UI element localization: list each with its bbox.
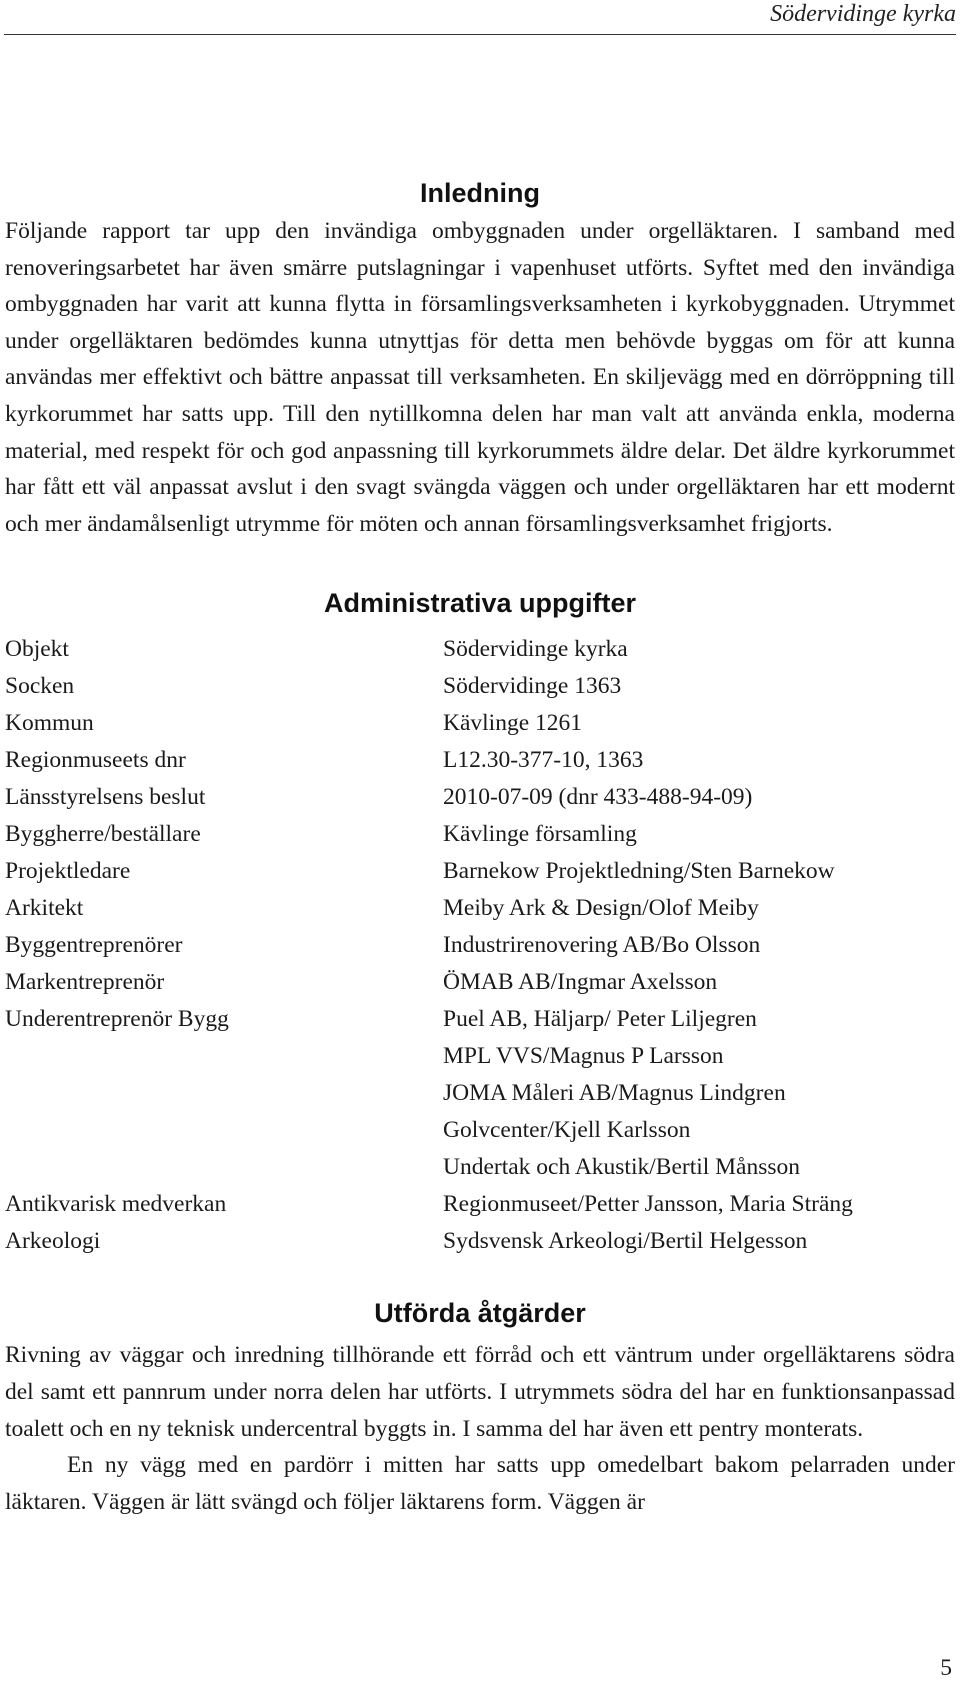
admin-table <box>5 631 955 1260</box>
admin-row-value: Industrirenovering AB/Bo Olsson <box>443 932 761 959</box>
actions-heading: Utförda åtgärder <box>374 1298 586 1329</box>
admin-row-value: 2010-07-09 (dnr 433-488-94-09) <box>443 784 753 811</box>
admin-row <box>5 1112 955 1149</box>
admin-row-value: Meiby Ark & Design/Olof Meiby <box>443 895 759 922</box>
admin-row-value: ÖMAB AB/Ingmar Axelsson <box>443 969 718 996</box>
admin-row-label: Projektledare <box>5 858 131 885</box>
admin-row <box>5 631 955 668</box>
admin-row <box>5 1001 955 1038</box>
admin-row <box>5 927 955 964</box>
page-content <box>5 178 955 1520</box>
running-head-title: Södervidinge kyrka <box>770 1 956 27</box>
admin-row <box>5 816 955 853</box>
admin-row-label: Regionmuseets dnr <box>5 747 186 774</box>
admin-row-label <box>5 1112 443 1149</box>
admin-row-value: Regionmuseet/Petter Jansson, Maria Sträng <box>443 1191 853 1218</box>
admin-row-label: Underentreprenör Bygg <box>5 1006 229 1033</box>
admin-row-label <box>5 1149 443 1186</box>
admin-row <box>5 705 955 742</box>
admin-row-label: Byggherre/beställare <box>5 821 201 848</box>
intro-heading: Inledning <box>420 178 540 208</box>
admin-row-label: Byggentreprenörer <box>5 932 183 959</box>
admin-row-value: MPL VVS/Magnus P Larsson <box>443 1043 724 1070</box>
admin-row-label: Länsstyrelsens beslut <box>5 784 206 811</box>
admin-row <box>5 964 955 1001</box>
admin-row-label: Socken <box>5 673 75 700</box>
actions-paragraph-1: Rivning av väggar och inredning tillhörande ett förråd och ett väntrum under orgelläktarens södra del samt ett pannrum under norra delen har utförts. I utrymmets södra del har en funktionsanpassad toalett och en ny teknisk undercentral byggts in. I samma del har även ett pentry monterats. <box>5 1342 955 1442</box>
admin-row <box>5 1223 955 1260</box>
admin-row-value: Kävlinge 1261 <box>443 710 583 737</box>
admin-row-label: Markentreprenör <box>5 969 165 996</box>
page-number: 5 <box>940 1655 952 1681</box>
admin-row-value: Södervidinge 1363 <box>443 673 622 700</box>
admin-row <box>5 1149 955 1186</box>
admin-row <box>5 668 955 705</box>
admin-row <box>5 742 955 779</box>
actions-paragraph-2: En ny vägg med en pardörr i mitten har satts upp omedelbart bakom pelarraden under läktaren. Väggen är lätt svängd och följer läktarens form. Väggen är <box>5 1452 955 1515</box>
admin-row-value: Kävlinge församling <box>443 821 637 848</box>
header-rule <box>4 34 956 35</box>
admin-heading: Administrativa uppgifter <box>323 588 637 619</box>
admin-row <box>5 779 955 816</box>
admin-row <box>5 1075 955 1112</box>
admin-row-label: Objekt <box>5 636 69 663</box>
admin-row-value: Undertak och Akustik/Bertil Månsson <box>443 1154 801 1181</box>
admin-row-label: Arkitekt <box>5 895 84 922</box>
admin-row-value: Sydsvensk Arkeologi/Bertil Helgesson <box>443 1228 808 1255</box>
admin-row <box>5 1186 955 1223</box>
admin-row-value: Södervidinge kyrka <box>443 636 628 663</box>
admin-row-label: Antikvarisk medverkan <box>5 1191 227 1218</box>
intro-paragraph: Följande rapport tar upp den invändiga ombyggnaden under orgelläktaren. I samband med renoveringsarbetet har även smärre putslagningar i vapenhuset utförts. Syftet med den invändiga ombyggnaden har varit att kunna flytta in församlingsverksamheten i kyrkobyggnaden. Utrymmet under orgelläktaren bedömdes kunna utnyttjas för detta men behövde byggas om för att kunna användas mer effektivt och bättre anpassat till verksamheten. En skiljevägg med en dörröppning till kyrkorummet har satts upp. Till den nytillkomna delen har man valt att använda enkla, moderna material, med respekt för och god anpassning till kyrkorummets äldre delar. Det äldre kyrkorummet har fått ett väl anpassat avslut i den svagt svängda väggen och under orgelläktaren har ett modernt och mer ändamålsenligt utrymme för möten och annan församlingsverksamhet frigjorts. <box>5 218 955 537</box>
admin-row-value: Golvcenter/Kjell Karlsson <box>443 1117 691 1144</box>
admin-row-label <box>5 1038 443 1075</box>
admin-row-label: Arkeologi <box>5 1228 101 1255</box>
admin-row-label: Kommun <box>5 710 94 737</box>
admin-row-label <box>5 1075 443 1112</box>
admin-row-value: Puel AB, Häljarp/ Peter Liljegren <box>443 1006 757 1033</box>
admin-row-value: Barnekow Projektledning/Sten Barnekow <box>443 858 835 885</box>
admin-row <box>5 1038 955 1075</box>
admin-row-value: JOMA Måleri AB/Magnus Lindgren <box>443 1080 786 1107</box>
admin-row <box>5 890 955 927</box>
admin-row-value: L12.30-377-10, 1363 <box>443 747 644 774</box>
admin-row <box>5 853 955 890</box>
